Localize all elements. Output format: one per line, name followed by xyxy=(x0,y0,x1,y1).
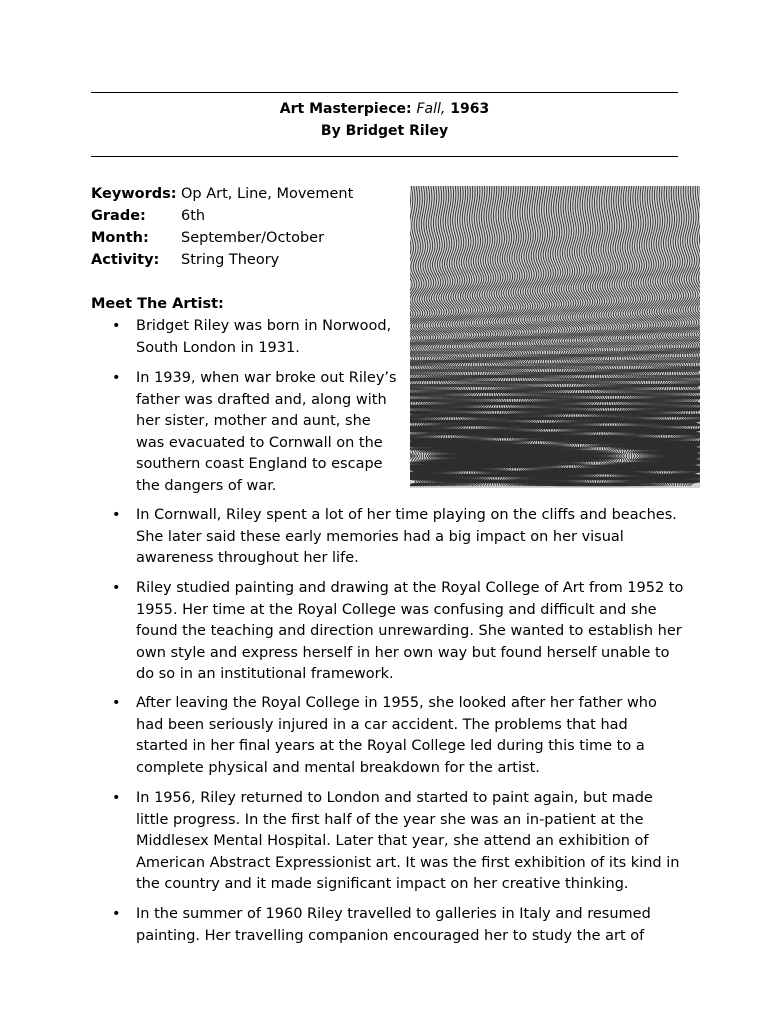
meta-row-keywords xyxy=(91,183,353,205)
title-line xyxy=(91,98,678,120)
bullet-item: • Bridget Riley was born in Norwood, South London in 1931. xyxy=(136,316,398,359)
meta-value: String Theory xyxy=(181,252,280,268)
meta-key: Grade: xyxy=(91,208,146,224)
section-heading: Meet The Artist: xyxy=(91,296,224,312)
bullet-item: • In Cornwall, Riley spent a lot of her time playing on the cliffs and beaches. She later said these early memories had a big impact on her visual awareness throughout her life. xyxy=(136,505,684,570)
meta-value: September/October xyxy=(181,230,325,246)
meta-row-grade xyxy=(91,205,353,227)
artwork-image xyxy=(410,186,700,488)
meta-key: Month: xyxy=(91,230,149,246)
byline: By Bridget Riley xyxy=(320,123,449,139)
meta-value: Op Art, Line, Movement xyxy=(181,186,354,202)
title-prefix: Art Masterpiece: xyxy=(279,101,412,117)
page-title xyxy=(91,98,678,142)
title-work: Fall, xyxy=(416,101,446,117)
meta-row-activity xyxy=(91,249,353,271)
meta-row-month xyxy=(91,227,353,249)
bullet-item: • Riley studied painting and drawing at the Royal College of Art from 1952 to 1955. Her time at the Royal College was confusing and difficult and she found the teaching and direction unrewarding. She wanted to establish her own style and express herself in her own way but found herself unable to do so in an institutional framework. xyxy=(136,578,684,686)
bottom-rule xyxy=(91,156,678,157)
meta-value: 6th xyxy=(181,208,206,224)
meta-key: Keywords: xyxy=(91,186,177,202)
meta-list xyxy=(91,183,353,271)
bullet-item: • In 1939, when war broke out Riley’s father was drafted and, along with her sister, mother and aunt, she was evacuated to Cornwall on the southern coast England to escape the dangers of war. xyxy=(136,368,398,498)
meta-key: Activity: xyxy=(91,252,160,268)
title-year: 1963 xyxy=(450,101,490,117)
bullet-item: • In the summer of 1960 Riley travelled to galleries in Italy and resumed painting. Her travelling companion encouraged her to study the art of xyxy=(136,904,684,947)
bullet-item: • After leaving the Royal College in 1955, she looked after her father who had been seriously injured in a car accident. The problems that had started in her final years at the Royal College led during this time to a complete physical and mental breakdown for the artist. xyxy=(136,693,684,779)
bullet-item: • In 1956, Riley returned to London and started to paint again, but made little progress. In the first half of the year she was an in-patient at the Middlesex Mental Hospital. Later that year, she attend an exhibition of American Abstract Expressionist art. It was the first exhibition of its kind in the country and it made significant impact on her creative thinking. xyxy=(136,788,684,896)
top-rule xyxy=(91,92,678,93)
